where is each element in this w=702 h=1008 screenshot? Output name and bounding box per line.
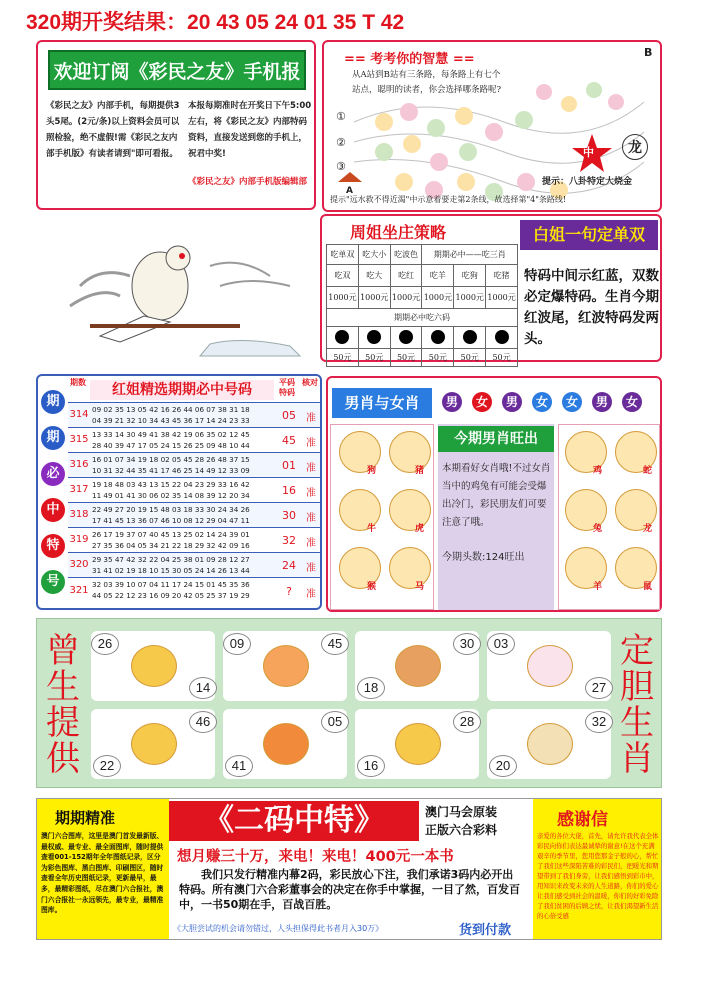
zodiac-label: 虎 — [415, 524, 425, 534]
supply-left-char: 提 — [46, 703, 80, 743]
bottom-section — [36, 798, 662, 940]
black-ball — [399, 330, 413, 344]
zodiac-label: 蛇 — [643, 466, 653, 476]
strategy-m4: 1000元 — [422, 287, 454, 309]
row-pm: 05 — [282, 409, 296, 422]
supply-right-char: 定 — [620, 631, 654, 671]
bottom-left-title: 期期精准 — [55, 809, 116, 827]
menwomen-panel — [326, 376, 662, 612]
puzzle-footer: 提示"远水救不得近渴"中示意着要走第2条线，故选择第"4"条路线! — [330, 195, 567, 204]
strategy-table — [326, 244, 518, 367]
row-hd: 准 — [306, 513, 316, 524]
cell-num-bottom: 05 — [321, 711, 349, 733]
ox-icon — [263, 723, 309, 765]
row-qi: 319 — [69, 534, 89, 545]
table-row — [68, 502, 320, 527]
row-pm: 30 — [282, 509, 296, 522]
footer-text: 《大胆尝试的机会请勿错过，人头担保得此书者月入30万》 — [173, 924, 384, 933]
cell-num-top: 46 — [189, 711, 217, 733]
row-line-1: 13 33 14 30 49 41 38 42 19 06 35 02 12 45 — [92, 430, 250, 439]
row-hd: 准 — [306, 463, 316, 474]
strategy-ball-cell — [358, 327, 390, 349]
zodiac-cell — [487, 709, 611, 779]
redjie-rows — [68, 402, 320, 608]
center-text: 本期看好女肖哦!不过女肖当中的鸡兔有可能会受爆出冷门，彩民朋友们可要注意了哦。 — [442, 463, 551, 528]
supply-right-char: 胆 — [620, 667, 654, 707]
parrot-illustration — [60, 226, 310, 366]
strategy-m6: 1000元 — [486, 287, 518, 309]
row-line-1: 09 02 35 13 05 42 16 26 44 06 07 38 31 18 — [92, 405, 250, 414]
strategy-b2: 50元 — [358, 349, 390, 367]
black-ball — [431, 330, 445, 344]
zodiac-label: 马 — [415, 582, 425, 592]
puzzle-title: == 考考你的智慧 == — [344, 52, 475, 67]
row-line-2: 28 40 39 47 17 05 24 15 26 25 09 48 10 44 — [92, 441, 250, 450]
strategy-b5: 50元 — [454, 349, 486, 367]
strategy-b1: 50元 — [327, 349, 359, 367]
row-hd: 准 — [306, 488, 316, 499]
subscribe-panel — [36, 40, 316, 210]
gender-pill: 男 — [592, 392, 612, 412]
puzzle-b-label: B — [644, 46, 653, 59]
tiger-icon — [395, 723, 441, 765]
row-qi: 316 — [69, 459, 89, 470]
baijie-text: 特码中间示红蓝，双数必定爆特码。生肖今期红波尾，红波特码发两头。 — [524, 268, 659, 347]
zodiac-label: 猴 — [367, 582, 377, 592]
row-line-2: 11 49 01 41 30 06 02 35 14 08 39 12 20 34 — [92, 491, 250, 500]
gender-pills — [442, 392, 662, 416]
row-qi: 321 — [69, 585, 89, 596]
cell-num-bottom: 18 — [357, 677, 385, 699]
strategy-b4: 50元 — [422, 349, 454, 367]
puzzle-row-label-1: ① — [336, 110, 346, 123]
zodiac-cell — [223, 709, 347, 779]
center-footer: 今期头数:124旺出 — [442, 552, 525, 563]
subscribe-left-text: 《彩民之友》内部手机，每期提供3头5尾。(2元/条)以上资料会员可以照检验，绝不虚假!需《彩民之友内部手机版》有读者请到"即可看报。 — [46, 101, 180, 159]
supply-right-char: 生 — [620, 703, 654, 743]
cell-num-bottom: 14 — [189, 677, 217, 699]
center-title: 今期男肖旺出 — [438, 426, 554, 452]
cell-num-top: 16 — [357, 755, 385, 777]
baijie-title: 白姐一句定单双 — [520, 220, 658, 250]
strategy-ball-cell — [327, 327, 359, 349]
strategy-h4: 期期必中——吃三肖 — [422, 245, 518, 265]
strategy-ball-cell — [422, 327, 454, 349]
side-line-1: 澳门马会原装 — [425, 805, 498, 819]
strategy-m2: 1000元 — [358, 287, 390, 309]
table-row — [68, 477, 320, 502]
strategy-title: 周姐坐庄策略 — [350, 223, 447, 242]
table-row — [68, 552, 320, 577]
zodiac-cell — [487, 631, 611, 701]
big-title: 《二码中特》 — [169, 801, 419, 841]
body-text: 我们只发行精准内幕2码，彩民放心下注，我们承诺3码内必开出特码。所有澳门六合彩董事会的决定在你手中掌握，一目了然，百发百中，一书50期在手，百战百胜。 — [179, 868, 520, 911]
zodiac-cell — [223, 631, 347, 701]
dragon-icon — [131, 645, 177, 687]
row-hd: 准 — [306, 538, 316, 549]
strategy-c2: 吃大 — [358, 265, 390, 287]
rabbit-icon — [527, 645, 573, 687]
row-line-2: 31 41 02 19 18 10 15 30 05 24 14 26 13 44 — [92, 566, 250, 575]
subscribe-right-text: 本报每期准时在开奖日下午5:00左右，将《彩民之友》内部特码资料，直接发送到您的手机上，祝君中奖! — [188, 101, 312, 159]
bottom-right — [537, 803, 659, 937]
monkey-icon — [131, 723, 177, 765]
strategy-b6: 50元 — [486, 349, 518, 367]
puzzle-question: 从A站到B站有三条路，每条路上有七个站点，聪明的读者，你会选择哪条路呢? — [352, 70, 502, 95]
redjie-side — [38, 376, 68, 608]
row-qi: 314 — [69, 409, 89, 420]
gender-pill: 男 — [442, 392, 462, 412]
gender-pill: 女 — [622, 392, 642, 412]
strategy-ball-cell — [486, 327, 518, 349]
puzzle-house-icon — [338, 172, 362, 182]
supply-left — [43, 633, 83, 777]
side-char-3: 必 — [41, 462, 65, 486]
strategy-c4: 吃羊 — [422, 265, 454, 287]
redjie-col-qi: 期数 — [70, 378, 86, 387]
zodiac-label: 猪 — [415, 466, 425, 476]
black-ball — [495, 330, 509, 344]
zodiac-label: 牛 — [367, 524, 377, 534]
supply-left-char: 生 — [46, 667, 80, 707]
row-line-1: 32 03 39 10 07 04 11 17 24 15 01 45 35 36 — [92, 580, 250, 589]
row-line-2: 27 35 36 04 05 34 21 22 18 29 32 42 09 16 — [92, 541, 250, 550]
horse-icon — [389, 547, 431, 589]
strategy-c1: 吃双 — [327, 265, 359, 287]
gender-pill: 女 — [562, 392, 582, 412]
cell-num-top: 03 — [487, 633, 515, 655]
strategy-m5: 1000元 — [454, 287, 486, 309]
row-pm: 16 — [282, 484, 296, 497]
side-char-2: 期 — [41, 426, 65, 450]
dog-icon — [527, 723, 573, 765]
row-hd: 准 — [306, 563, 316, 574]
gender-pill: 男 — [502, 392, 522, 412]
row-pm: 32 — [282, 534, 296, 547]
redjie-col-hd: 核对 — [302, 378, 318, 387]
cell-num-bottom: 22 — [93, 755, 121, 777]
supply-right-char: 肖 — [620, 739, 654, 779]
table-row — [68, 427, 320, 452]
row-line-1: 29 35 47 42 32 22 04 25 38 01 09 28 12 27 — [92, 555, 250, 564]
zodiac-cell — [91, 709, 215, 779]
puzzle-center: 中 — [583, 146, 594, 159]
zodiac-cell — [91, 631, 215, 701]
cell-num-top: 09 — [223, 633, 251, 655]
strategy-m3: 1000元 — [390, 287, 422, 309]
row-line-2: 44 05 22 12 23 16 09 20 42 05 25 37 19 29 — [92, 591, 250, 600]
puzzle-a-label: A — [346, 186, 353, 196]
row-pm: 24 — [282, 559, 296, 572]
row-qi: 315 — [69, 434, 89, 445]
strategy-six-title: 期期必中吃六码 — [327, 309, 518, 327]
row-line-2: 17 41 45 13 36 07 46 10 08 12 29 04 47 11 — [92, 516, 250, 525]
side-char-5: 特 — [41, 534, 65, 558]
zodiac-label: 鸡 — [593, 466, 603, 476]
bottom-center — [169, 799, 533, 939]
row-pm: 45 — [282, 434, 296, 447]
black-ball — [367, 330, 381, 344]
zodiac-label: 龙 — [643, 524, 653, 534]
zodiac-label: 狗 — [367, 466, 377, 476]
table-row — [68, 527, 320, 552]
cell-num-top: 30 — [453, 633, 481, 655]
puzzle-row-label-3: ③ — [336, 160, 346, 173]
strategy-c5: 吃狗 — [454, 265, 486, 287]
rooster-icon — [263, 645, 309, 687]
supply-right — [617, 633, 657, 777]
table-row — [68, 452, 320, 477]
row-line-1: 19 18 48 03 43 13 15 22 04 23 29 33 16 42 — [92, 480, 250, 489]
supply-panel — [36, 618, 662, 788]
supply-left-char: 供 — [46, 739, 80, 779]
row-hd: 准 — [306, 413, 316, 424]
bottom-left-text: 澳门六合图库，这里是澳门首发最新版、最权威、最专业、最全面图库，随时提供查看001-152期年全年图纸记录，区分为彩色图库、黑白图库、印刷图区，随时查看全年历史图纸记录，更新最早，最多，最精彩图纸，尽在澳门六合报社，澳门六合报社一永远领先，最专业，最精准图库。 — [41, 832, 164, 915]
strategy-ball-cell — [454, 327, 486, 349]
row-line-1: 22 49 27 20 19 15 48 03 18 33 30 24 34 26 — [92, 505, 250, 514]
puzzle-row-label-2: ② — [336, 136, 346, 149]
slogan: 想月赚三十万，来电！来电！400元一本书 — [177, 849, 454, 865]
side-char-1: 期 — [41, 390, 65, 414]
zodiac-label: 鼠 — [643, 582, 653, 592]
redjie-panel — [36, 374, 322, 610]
cell-num-top: 26 — [91, 633, 119, 655]
subscribe-title: 欢迎订阅《彩民之友》手机报 — [48, 50, 306, 90]
zodiac-cell — [355, 709, 479, 779]
redjie-title: 红姐精选期期必中号码 — [90, 380, 274, 400]
gender-pill: 女 — [472, 392, 492, 412]
tiger-icon — [389, 489, 431, 531]
side-line-2: 正版六合彩料 — [425, 823, 498, 837]
row-line-2: 10 31 32 44 35 41 17 46 25 14 49 12 33 09 — [92, 466, 250, 475]
zodiac-label: 兔 — [593, 524, 603, 534]
cod-label: 货到付款 — [459, 923, 512, 938]
strategy-h3: 吃波色 — [390, 245, 422, 265]
gender-pill: 女 — [532, 392, 552, 412]
cell-num-bottom: 27 — [585, 677, 613, 699]
puzzle-hint: 提示：八卦特定大烧金 — [542, 177, 633, 187]
strategy-m1: 1000元 — [327, 287, 359, 309]
row-line-1: 16 01 07 34 19 18 02 05 45 28 26 48 37 15 — [92, 455, 250, 464]
strategy-ball-cell — [390, 327, 422, 349]
side-char-4: 中 — [41, 498, 65, 522]
strategy-h1: 吃单双 — [327, 245, 359, 265]
zodiac-label: 羊 — [593, 582, 603, 592]
center-box — [438, 424, 554, 610]
cell-num-top: 20 — [489, 755, 517, 777]
row-hd: 准 — [306, 438, 316, 449]
row-hd: 准 — [306, 589, 316, 600]
row-line-1: 26 17 19 37 07 40 45 13 25 02 14 24 39 01 — [92, 530, 250, 539]
cell-num-bottom: 45 — [321, 633, 349, 655]
side-char-6: 号 — [41, 570, 65, 594]
row-pm: 01 — [282, 459, 296, 472]
black-ball — [335, 330, 349, 344]
puzzle-answer-animal: 龙 — [622, 134, 648, 160]
cell-num-bottom: 32 — [585, 711, 613, 733]
supply-left-char: 曾 — [46, 631, 80, 671]
black-ball — [463, 330, 477, 344]
strategy-h2: 吃大小 — [358, 245, 390, 265]
subscribe-right-footer: 《彩民之友》内部手机版编辑部 — [188, 177, 308, 187]
table-row — [68, 577, 320, 604]
row-qi: 320 — [69, 559, 89, 570]
puzzle-panel — [322, 40, 662, 212]
row-qi: 317 — [69, 484, 89, 495]
thanks-text: 亲爱的各位大佬，首先，请允许我代表全体彩民向你们表达最诚挚的谢意!在这个充满艰辛的季节里，您用您那金子般的心，帮忙了我们这些深陷苦难的彩民们，把暖光和期望带到了我们身旁，让我们感悟到彩市中，用知识来改变未来的人生道路，你们的爱心让我们感受到社会的温暖，你们的好彩免除了我们贫困的后顾之忧，让我们渴望新生活的心倍受感 — [537, 832, 659, 920]
strategy-c6: 吃猪 — [486, 265, 518, 287]
cell-num-bottom: 28 — [453, 711, 481, 733]
row-qi: 318 — [69, 509, 89, 520]
cell-num-top: 41 — [225, 755, 253, 777]
pig-icon — [389, 431, 431, 473]
table-row — [68, 402, 320, 427]
redjie-col-pm: 平码特码 — [279, 378, 295, 397]
zodiac-cell — [355, 631, 479, 701]
rat-icon — [395, 645, 441, 687]
row-pm: ? — [286, 585, 292, 598]
strategy-c3: 吃红 — [390, 265, 422, 287]
strategy-panel — [320, 214, 662, 362]
strategy-b3: 50元 — [390, 349, 422, 367]
row-line-2: 04 39 21 32 10 34 43 45 36 17 14 24 23 33 — [92, 416, 250, 425]
page-title: 320期开奖结果：20 43 05 24 01 35 T 42 — [26, 11, 405, 34]
male-zodiac-box — [330, 424, 434, 610]
female-zodiac-box — [558, 424, 660, 610]
thanks-title: 感谢信 — [557, 810, 608, 830]
menwomen-title: 男肖与女肖 — [332, 388, 432, 418]
